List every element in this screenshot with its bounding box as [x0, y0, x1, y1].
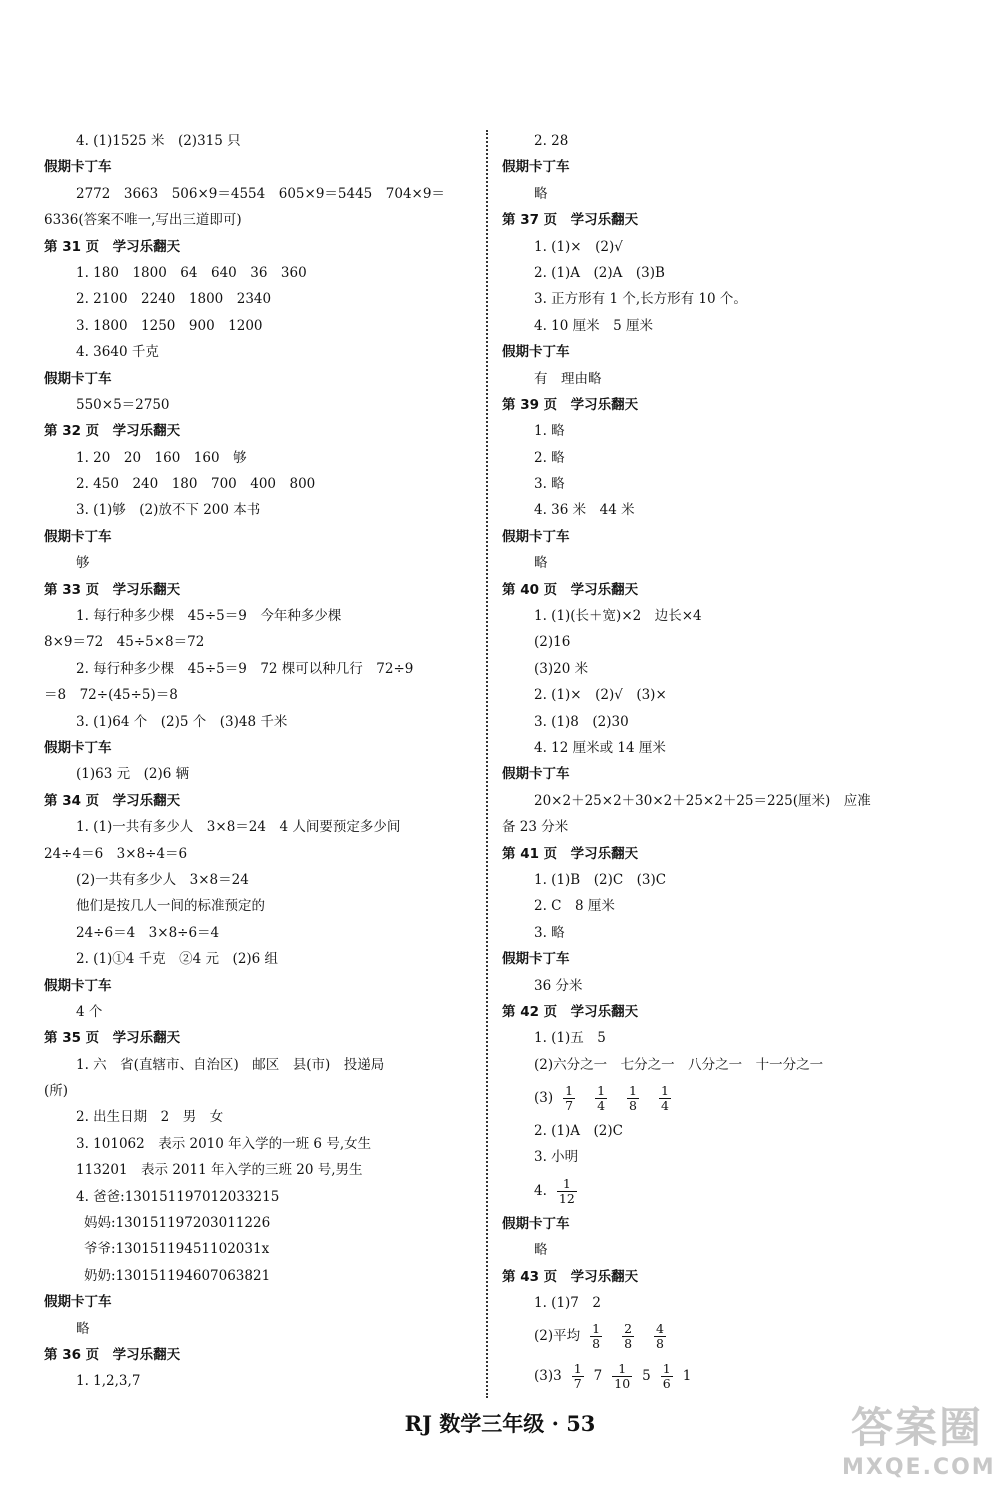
section-heading: 假期卡丁车 — [44, 739, 112, 756]
answer-line: 备 23 分米 — [502, 819, 569, 836]
answer-line: 550×5＝2750 — [76, 396, 170, 413]
answer-line: 3. 1800 1250 900 1200 — [76, 317, 263, 334]
answer-line: 1. (1)7 2 — [534, 1295, 601, 1312]
answer-line: 4. (1)1525 米 (2)315 只 — [76, 133, 241, 149]
right-column-part-a — [502, 128, 942, 1078]
answer-line: 2. (1)①4 千克 ②4 元 (2)6 组 — [76, 951, 279, 968]
fraction-denominator: 7 — [565, 1098, 574, 1114]
answer-line: 1. (1)五 5 — [534, 1030, 606, 1047]
answer-line: 3. 略 — [534, 924, 565, 941]
section-heading: 假期卡丁车 — [44, 370, 112, 387]
section-heading: 假期卡丁车 — [502, 159, 570, 176]
fraction-denominator: 10 — [614, 1376, 631, 1392]
section-heading: 假期卡丁车 — [44, 528, 112, 545]
fraction-numerator: 1 — [597, 1083, 606, 1099]
fraction — [654, 1322, 666, 1351]
answer-line: 3. 101062 表示 2010 年入学的一班 6 号,女生 — [76, 1135, 372, 1152]
section-heading: 第 33 页 学习乐翻天 — [44, 581, 181, 598]
answer-line: 略 — [534, 555, 548, 572]
right-column-part-b — [502, 1118, 942, 1171]
answer-line: 略 — [534, 185, 548, 202]
p42-q4-line — [502, 1171, 942, 1211]
fraction-numerator: 1 — [629, 1083, 637, 1099]
answer-line: 1. (1)(长＋宽)×2 边长×4 — [534, 608, 702, 625]
fraction-denominator: 4 — [597, 1098, 606, 1114]
answer-line: 2. 略 — [534, 449, 565, 466]
section-heading: 假期卡丁车 — [502, 528, 570, 545]
answer-line: 3. 略 — [534, 476, 565, 493]
answer-line: 24÷4＝6 3×8÷4＝6 — [44, 845, 188, 862]
fraction-denominator: 6 — [662, 1376, 671, 1392]
answer-line: 2. (1)A (2)A (3)B — [534, 264, 665, 281]
fraction-numerator: 1 — [557, 1177, 577, 1192]
fraction-denominator: 8 — [592, 1336, 601, 1352]
section-heading: 假期卡丁车 — [502, 1215, 570, 1232]
section-heading: 假期卡丁车 — [44, 977, 112, 994]
answer-line: 4. 3640 千克 — [76, 344, 159, 361]
answer-line: 24÷6＝4 3×8÷6＝4 — [76, 924, 220, 941]
right-column-part-c — [502, 1211, 942, 1317]
question-prefix: (3) — [534, 1090, 554, 1107]
answer-line: 4. 爸爸:130151197012033215 — [76, 1188, 280, 1205]
answer-line: 8×9＝72 45÷5×8＝72 — [44, 634, 205, 651]
fraction-denominator: 4 — [660, 1098, 669, 1114]
answer-line: 1. (1)× (2)√ — [534, 238, 623, 255]
answer-line: 1. 180 1800 64 640 36 360 — [76, 264, 307, 281]
section-heading: 第 34 页 学习乐翻天 — [44, 792, 181, 809]
watermark-logo — [842, 1402, 996, 1497]
answer-line: 够 — [76, 555, 90, 572]
answer-line: (所) — [44, 1083, 69, 1100]
answer-line: 3. (1)够 (2)放不下 200 本书 — [76, 502, 261, 519]
section-heading: 假期卡丁车 — [44, 1294, 112, 1311]
answer-line: 爷爷:13015119451102031x — [84, 1241, 270, 1258]
answer-line: 1. (1)一共有多少人 3×8＝24 4 人间要预定多少间 — [76, 819, 401, 836]
answer-line: 1. 1,2,3,7 — [76, 1373, 141, 1390]
answer-line: (2)16 — [534, 634, 571, 651]
answer-line: 4. 10 厘米 5 厘米 — [534, 317, 654, 334]
section-heading: 假期卡丁车 — [502, 951, 570, 968]
fraction — [595, 1084, 607, 1113]
section-heading: 第 41 页 学习乐翻天 — [502, 845, 639, 862]
answer-line: 1. 略 — [534, 423, 565, 440]
p43-q2-line — [502, 1316, 942, 1356]
answer-line: 妈妈:130151197203011226 — [84, 1215, 271, 1232]
answer-line: 2. 28 — [534, 133, 569, 149]
fraction-numerator: 1 — [565, 1083, 574, 1099]
fraction-denominator: 12 — [558, 1190, 575, 1206]
answer-line: (3)20 米 — [534, 660, 589, 677]
section-heading: 第 37 页 学习乐翻天 — [502, 212, 639, 229]
answer-line: 2. 2100 2240 1800 2340 — [76, 291, 272, 308]
section-heading: 第 40 页 学习乐翻天 — [502, 581, 639, 598]
answer-line: 20×2＋25×2＋30×2＋25×2＋25＝225(厘米) 应准 — [534, 792, 871, 809]
answer-line: 3. (1)8 (2)30 — [534, 713, 629, 730]
fraction-denominator: 8 — [629, 1098, 637, 1114]
section-heading: 第 43 页 学习乐翻天 — [502, 1268, 639, 1285]
answer-line: 3. 正方形有 1 个,长方形有 10 个。 — [534, 291, 747, 308]
answer-line: 2. 450 240 180 700 400 800 — [76, 476, 316, 493]
answer-line: 有 理由略 — [534, 370, 602, 387]
fraction-numerator: 2 — [624, 1321, 633, 1337]
fraction-numerator: 1 — [573, 1361, 582, 1377]
watermark-bottom: MXQE.COM — [842, 1455, 996, 1480]
answer-line: 1. 每行种多少棵 45÷5＝9 今年种多少棵 — [76, 608, 342, 625]
answer-line: 2. 每行种多少棵 45÷5＝9 72 棵可以种几行 72÷9 — [76, 660, 414, 677]
answer-line: 2. C 8 厘米 — [534, 898, 615, 915]
answer-line: 他们是按几人一间的标准预定的 — [76, 898, 265, 915]
section-heading: 第 42 页 学习乐翻天 — [502, 1003, 639, 1020]
column-divider — [486, 130, 488, 1398]
fraction — [659, 1084, 671, 1113]
fraction — [572, 1362, 584, 1391]
section-heading: 第 31 页 学习乐翻天 — [44, 238, 181, 255]
fraction — [590, 1322, 602, 1351]
question-prefix: 4. — [534, 1182, 547, 1199]
section-heading: 假期卡丁车 — [502, 766, 570, 783]
fraction — [612, 1362, 632, 1391]
section-heading: 假期卡丁车 — [44, 159, 112, 176]
answer-line: (2)六分之一 七分之一 八分之一 十一分之一 — [534, 1056, 824, 1073]
fraction-numerator: 1 — [592, 1321, 601, 1337]
fraction-numerator: 1 — [660, 1083, 669, 1099]
fraction-denominator: 8 — [656, 1336, 664, 1352]
right-column — [502, 128, 942, 1396]
section-heading: 第 36 页 学习乐翻天 — [44, 1346, 181, 1363]
answer-line: ＝8 72÷(45÷5)＝8 — [44, 687, 178, 704]
p43-q3-line — [502, 1356, 942, 1396]
fraction-denominator: 7 — [573, 1376, 582, 1392]
answer-line: 2. 出生日期 2 男 女 — [76, 1109, 224, 1126]
question-prefix: (2)平均 — [534, 1328, 581, 1345]
answer-line: 113201 表示 2011 年入学的三班 20 号,男生 — [76, 1162, 363, 1179]
answer-line: 略 — [76, 1320, 90, 1337]
fraction — [563, 1084, 575, 1113]
answer-line: (2)一共有多少人 3×8＝24 — [76, 871, 249, 888]
answer-line: 3. (1)64 个 (2)5 个 (3)48 千米 — [76, 713, 288, 730]
answer-value: 7 — [593, 1368, 603, 1385]
page-footer: RJ 数学三年级 · 53 — [404, 1411, 596, 1436]
section-heading: 第 32 页 学习乐翻天 — [44, 423, 181, 440]
answer-value: 5 — [642, 1368, 651, 1385]
section-heading: 假期卡丁车 — [502, 344, 570, 361]
question-prefix: (3)3 — [534, 1368, 562, 1385]
answer-line: 1. 20 20 160 160 够 — [76, 449, 247, 466]
answer-line: 36 分米 — [534, 977, 583, 994]
section-heading: 第 39 页 学习乐翻天 — [502, 396, 639, 413]
fraction-numerator: 1 — [662, 1361, 671, 1377]
left-column — [44, 128, 474, 1395]
answer-line: 2. (1)A (2)C — [534, 1123, 623, 1140]
fraction — [622, 1322, 634, 1351]
answer-value: 1 — [682, 1368, 692, 1385]
answer-line: 奶奶:130151194607063821 — [84, 1267, 271, 1284]
fraction — [557, 1177, 577, 1206]
watermark-top: 答案圈 — [850, 1403, 983, 1452]
answer-line: 4. 12 厘米或 14 厘米 — [534, 739, 666, 756]
answer-line: 2772 3663 506×9＝4554 605×9＝5445 704×9＝ — [76, 185, 445, 202]
answer-line: 2. (1)× (2)√ (3)× — [534, 687, 667, 704]
answer-line: 4 个 — [76, 1003, 103, 1020]
fraction — [627, 1084, 639, 1113]
answer-line: 1. 六 省(直辖市、自治区) 邮区 县(市) 投递局 — [76, 1056, 385, 1073]
fraction-numerator: 4 — [656, 1321, 664, 1337]
fraction-numerator: 1 — [612, 1362, 632, 1377]
answer-line: 略 — [534, 1242, 548, 1259]
answer-line: 1. (1)B (2)C (3)C — [534, 871, 667, 888]
section-heading: 第 35 页 学习乐翻天 — [44, 1030, 181, 1047]
p42-fractions-line — [502, 1078, 942, 1118]
answer-line: 4. 36 米 44 米 — [534, 502, 635, 519]
fraction-denominator: 8 — [624, 1336, 633, 1352]
fraction — [661, 1362, 673, 1391]
answer-line: (1)63 元 (2)6 辆 — [76, 766, 190, 783]
answer-line: 6336(答案不唯一,写出三道即可) — [44, 212, 242, 229]
answer-line: 3. 小明 — [534, 1149, 579, 1166]
